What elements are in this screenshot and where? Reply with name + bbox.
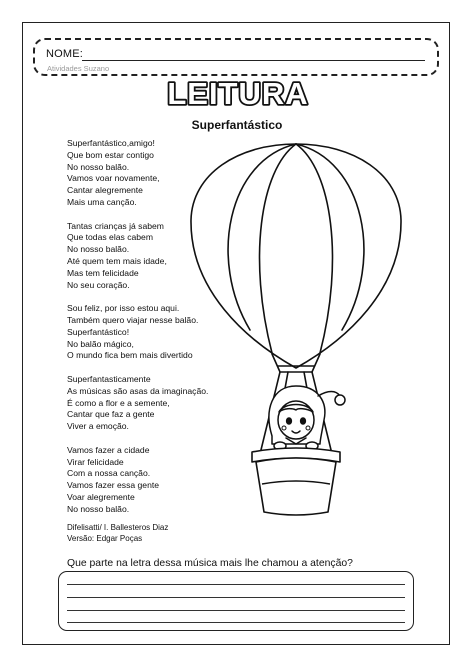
lyric-line: Virar felicidade <box>67 456 124 467</box>
lyric-line: Sou feliz, por isso estou aqui. <box>67 303 180 314</box>
answer-line[interactable] <box>67 597 405 598</box>
lyric-line: Que todas elas cabem <box>67 232 153 243</box>
lyric-line: Voar alegremente <box>67 491 135 502</box>
lyric-line: Com a nossa canção. <box>67 468 151 479</box>
page-title <box>150 74 326 114</box>
lyric-line: Superfantástico! <box>67 326 130 337</box>
song-title: Superfantástico <box>191 118 283 132</box>
hot-air-balloon-illustration <box>188 140 418 522</box>
question-text: Que parte na letra dessa música mais lhe chamou a atenção? <box>67 558 353 569</box>
lyric-line: Vamos fazer a cidade <box>67 444 150 455</box>
name-field-line[interactable] <box>82 60 425 61</box>
page-title-text: LEITURA <box>167 76 309 111</box>
basket <box>252 448 340 515</box>
answer-line[interactable] <box>67 622 405 623</box>
lyric-line: No balão mágico, <box>67 338 134 349</box>
lyric-line: Superfantástico,amigo! <box>67 138 155 148</box>
lyric-line: Até quem tem mais idade, <box>67 255 167 266</box>
lyric-line: O mundo fica bem mais divertido <box>67 350 193 361</box>
lyric-line: Tantas crianças já sabem <box>67 220 164 231</box>
lyric-line: Mais uma canção. <box>67 196 137 207</box>
lyric-line: Cantar alegremente <box>67 185 143 196</box>
lyric-line: É como a flor e a semente, <box>67 397 170 408</box>
answer-line[interactable] <box>67 584 405 585</box>
credits-version: Versão: Edgar Poças <box>67 534 143 543</box>
credits-authors: Difelisatti/ I. Ballesteros Diaz <box>67 523 169 532</box>
girl-icon <box>269 386 345 450</box>
lyric-line: Superfantasticamente <box>67 373 151 384</box>
lyric-line: No nosso balão. <box>67 503 130 514</box>
lyric-line: Que bom estar contigo <box>67 149 154 160</box>
name-label: NOME: <box>46 48 84 60</box>
answer-box[interactable] <box>58 571 414 631</box>
lyric-line: Vamos fazer essa gente <box>67 480 160 491</box>
answer-line[interactable] <box>67 610 405 611</box>
credits <box>67 522 168 544</box>
lyric-line: Vamos voar novamente, <box>67 173 160 184</box>
watermark: Atividades Suzano <box>47 64 110 73</box>
lyric-line: Viver a emoção. <box>67 421 129 432</box>
lyric-line: No nosso balão. <box>67 161 130 172</box>
lyric-line: Também quero viajar nesse balão. <box>67 314 199 325</box>
lyric-line: Cantar que faz a gente <box>67 409 155 420</box>
lyric-line: No seu coração. <box>67 279 130 290</box>
lyric-line: No nosso balão. <box>67 244 130 255</box>
balloon-envelope <box>191 144 401 368</box>
lyric-line: Mas tem felicidade <box>67 267 139 278</box>
balloon-cuff <box>272 354 320 372</box>
lyric-line: As músicas são asas da imaginação. <box>67 385 209 396</box>
